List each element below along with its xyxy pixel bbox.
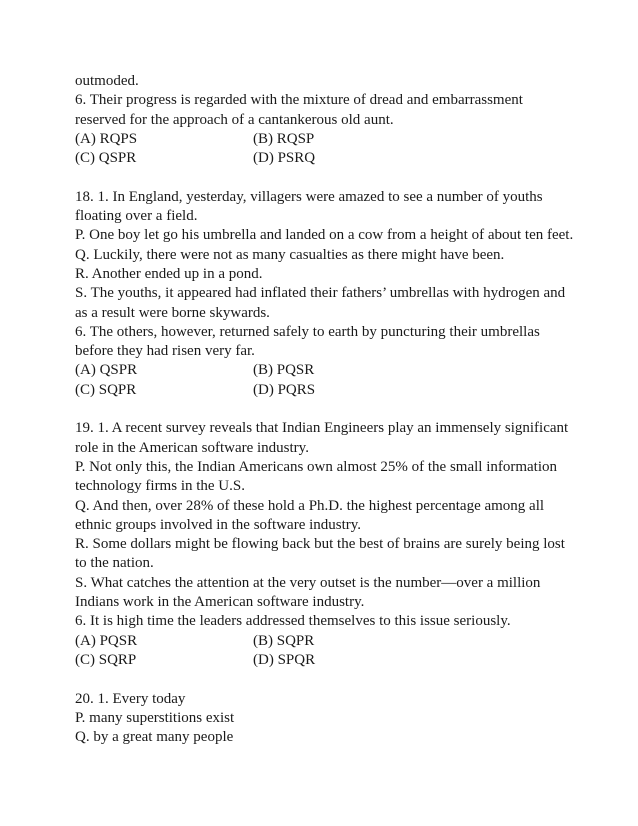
- sentence-1: 19. 1. A recent survey reveals that Indian Engineers play an immensely significant: [75, 420, 569, 437]
- sentence-s: S. What catches the attention at the very outset is the number—over a million: [75, 574, 541, 591]
- spacer: [75, 400, 575, 419]
- options-row-1: [75, 632, 575, 651]
- sentence-p: P. One boy let go his umbrella and landed on a cow from a height of about ten feet.: [75, 227, 574, 244]
- sentence-1-cont: role in the American software industry.: [75, 439, 309, 456]
- options-row-2: [75, 149, 575, 168]
- options-row-2: [75, 651, 575, 670]
- sentence-6: 6. The others, however, returned safely to earth by puncturing their umbrellas: [75, 323, 540, 340]
- sentence-p: P. many superstitions exist: [75, 709, 235, 726]
- option-d: (D) SPQR: [253, 651, 316, 668]
- option-b: (B) SQPR: [253, 632, 315, 649]
- option-b: (B) PQSR: [253, 362, 315, 379]
- sentence-r: R. Some dollars might be flowing back but the best of brains are surely being lost: [75, 536, 565, 553]
- option-b: (B) RQSP: [253, 130, 315, 147]
- sentence-continuation: outmoded.: [75, 73, 139, 89]
- sentence-s-cont: as a result were borne skywards.: [75, 304, 270, 321]
- sentence-q-cont: ethnic groups involved in the software industry.: [75, 516, 362, 533]
- sentence-1-cont: floating over a field.: [75, 208, 198, 225]
- question-19: [75, 419, 575, 670]
- sentence-q: Q. by a great many people: [75, 729, 234, 746]
- sentence-1: 18. 1. In England, yesterday, villagers were amazed to see a number of youths: [75, 188, 543, 205]
- option-d: (D) PQRS: [253, 381, 316, 398]
- sentence-6-cont: reserved for the approach of a cantankerous old aunt.: [75, 111, 394, 128]
- sentence-6: 6. It is high time the leaders addressed themselves to this issue seriously.: [75, 613, 511, 630]
- sentence-r-cont: to the nation.: [75, 555, 154, 572]
- option-d: (D) PSRQ: [253, 150, 316, 167]
- sentence-6: 6. Their progress is regarded with the mixture of dread and embarrassment: [75, 92, 523, 109]
- sentence-p: P. Not only this, the Indian Americans own almost 25% of the small information: [75, 458, 558, 475]
- option-a: (A) QSPR: [75, 362, 138, 379]
- options-row-1: [75, 361, 575, 380]
- sentence-1: 20. 1. Every today: [75, 690, 186, 707]
- option-c: (C) QSPR: [75, 150, 137, 167]
- option-a: (A) PQSR: [75, 632, 138, 649]
- sentence-p-cont: technology firms in the U.S.: [75, 478, 245, 495]
- sentence-s-cont: Indians work in the American software industry.: [75, 594, 365, 611]
- spacer: [75, 168, 575, 187]
- sentence-6-cont: before they had risen very far.: [75, 343, 255, 360]
- option-c: (C) SQPR: [75, 381, 137, 398]
- sentence-q: Q. And then, over 28% of these hold a Ph.D. the highest percentage among all: [75, 497, 545, 514]
- sentence-q: Q. Luckily, there were not as many casualties as there might have been.: [75, 246, 505, 263]
- question-18: [75, 188, 575, 400]
- options-row-1: [75, 130, 575, 149]
- question-17-tail: [75, 72, 575, 168]
- options-row-2: [75, 381, 575, 400]
- page-content: [75, 72, 575, 747]
- question-20: [75, 690, 575, 748]
- sentence-s: S. The youths, it appeared had inflated their fathers’ umbrellas with hydrogen and: [75, 285, 566, 302]
- spacer: [75, 670, 575, 689]
- sentence-r: R. Another ended up in a pond.: [75, 265, 263, 282]
- option-c: (C) SQRP: [75, 651, 137, 668]
- option-a: (A) RQPS: [75, 130, 138, 147]
